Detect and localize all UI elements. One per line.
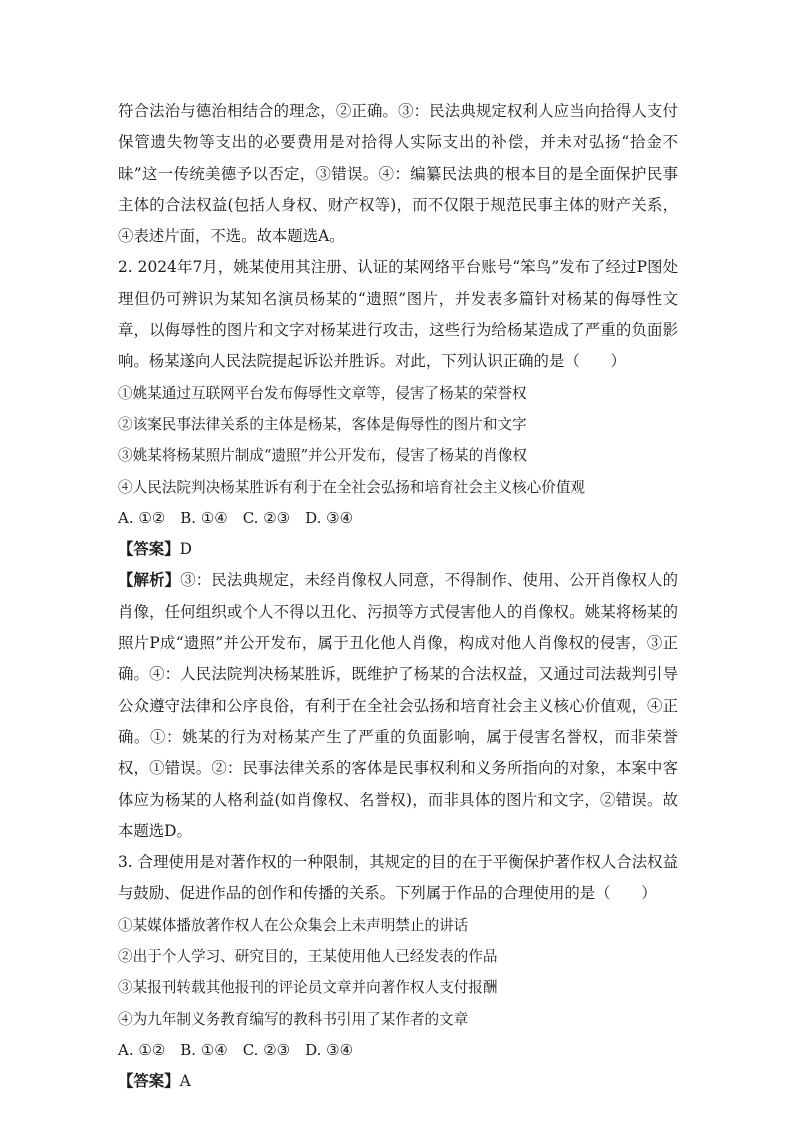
q2-answer-value: D — [179, 540, 192, 559]
q2-option-1: ①姚某通过互联网平台发布侮辱性文章等，侵害了杨某的荣誉权 — [118, 384, 527, 402]
q2-option-3: ③姚某将杨某照片制成“遗照”并公开发布，侵害了杨某的肖像权 — [118, 447, 527, 465]
q2-analysis-label: 【解析】 — [118, 571, 181, 590]
q3-answer-label: 【答案】 — [118, 1072, 180, 1091]
q3-option-2: ②出于个人学习、研究目的，王某使用他人已经发表的作品 — [118, 948, 498, 966]
document-page — [118, 96, 678, 1098]
q3-option-4: ④为九年制义务教育编写的教科书引用了某作者的文章 — [118, 1010, 469, 1028]
q2-option-2: ②该案民事法律关系的主体是杨某，客体是侮辱性的图片和文字 — [118, 415, 527, 433]
q2-option-4: ④人民法院判决杨某胜诉有利于在全社会弘扬和培育社会主义核心价值观 — [118, 478, 586, 496]
q2-analysis-text: ③：民法典规定，未经肖像权人同意，不得制作、使用、公开肖像权人的肖像，任何组织或个人不得以丑化、污损等方式侵害他人的肖像权。姚某将杨某的照片P成“遗照”并公开发布，属于丑化他人肖像，构成对他人肖像权的侵害，③正确。④：人民法院判决杨某胜诉，既维护了杨某的合法权益，又通过司法裁判引导公众遵守法律和公序良俗，有利于在全社会弘扬和培育社会主义核心价值观，④正确。①：姚某的行为对杨某产生了严重的负面影响，属于侵害名誉权，而非荣誉权，①错误。②：民事法律关系的客体是民事权利和义务所指向的对象，本案中客体应为杨某的人格利益(如肖像权、名誉权)，而非具体的图片和文字，②错误。故本题选D。 — [118, 571, 678, 840]
q3-option-1: ①某媒体播放著作权人在公众集会上未声明禁止的讲话 — [118, 916, 469, 934]
q1-analysis-continuation: 符合法治与德治相结合的理念，②正确。③：民法典规定权利人应当向拾得人支付保管遗失物等支出的必要费用是对拾得人实际支出的补偿，并未对弘扬“拾金不昧”这一传统美德予以否定，③错误。④：编纂民法典的根本目的是全面保护民事主体的合法权益(包括人身权、财产权等)，而不仅限于规范民事主体的财产关系，④表述片面，不选。故本题选A。 — [118, 102, 678, 246]
q2-stem: 2. 2024年7月，姚某使用其注册、认证的某网络平台账号“笨鸟”发布了经过P图处理但仍可辨识为某知名演员杨某的“遗照”图片，并发表多篇针对杨某的侮辱性文章，以侮辱性的图片和文字对杨某进行攻击，这些行为给杨某造成了严重的负面影响。杨某遂向人民法院提起诉讼并胜诉。对此，下列认识正确的是（ ） — [118, 258, 678, 371]
q3-answer-value: A — [179, 1072, 191, 1091]
q2-analysis — [118, 565, 678, 847]
q3-stem: 3. 合理使用是对著作权的一种限制，其规定的目的在于平衡保护著作权人合法权益与鼓励、促进作品的创作和传播的关系。下列属于作品的合理使用的是（ ） — [118, 853, 678, 903]
q3-choices: A. ①② B. ①④ C. ②③ D. ③④ — [118, 1040, 354, 1059]
q2-answer — [118, 534, 678, 565]
q3-answer — [118, 1066, 678, 1097]
q3-option-3: ③某报刊转载其他报刊的评论员文章并向著作权人支付报酬 — [118, 979, 498, 997]
q2-choices: A. ①② B. ①④ C. ②③ D. ③④ — [118, 508, 354, 527]
q2-answer-label: 【答案】 — [118, 540, 180, 559]
